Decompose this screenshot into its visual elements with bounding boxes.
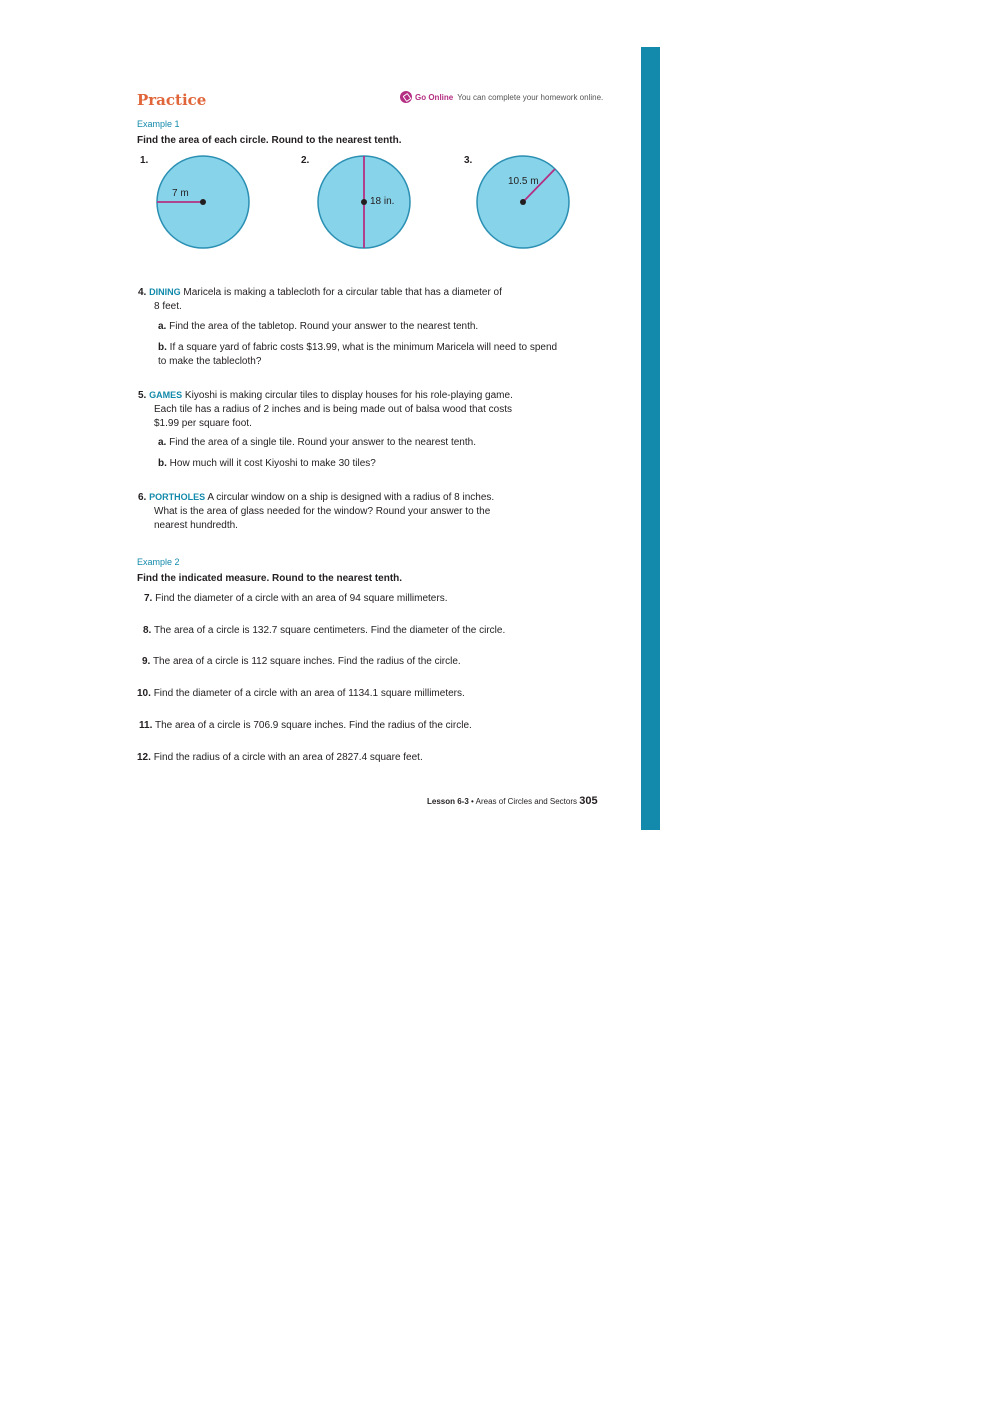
page-title: Practice	[137, 91, 207, 109]
page-number: 305	[579, 795, 598, 807]
problem-5a-text: Find the area of a single tile. Round your answer to the nearest tenth.	[169, 437, 476, 448]
problem-12	[137, 751, 423, 765]
problem-12-text: Find the radius of a circle with an area of 2827.4 square feet.	[153, 752, 423, 763]
problem-4-text-1: Maricela is making a tablecloth for a circular table that has a diameter of	[183, 287, 502, 298]
problem-8-text: The area of a circle is 132.7 square centimeters. Find the diameter of the circle.	[153, 625, 506, 636]
figure-2-label: 18 in.	[370, 196, 395, 207]
problem-6-text-3: nearest hundredth.	[154, 520, 238, 531]
problem-5a-label: a.	[158, 437, 167, 448]
problem-9	[142, 655, 461, 669]
example-1-instruction: Find the area of each circle. Round to the nearest tenth.	[137, 135, 402, 146]
problem-4b-text-2: to spend to make the tablecloth?	[158, 342, 558, 367]
problem-4	[138, 285, 558, 314]
problem-7-text: Find the diameter of a circle with an area of 94 square millimeters.	[155, 593, 448, 604]
problem-10	[137, 687, 465, 701]
problem-7-number: 7.	[144, 593, 153, 604]
go-online-icon	[400, 91, 412, 103]
go-online-banner[interactable]	[400, 91, 603, 103]
footer-bullet: •	[471, 797, 474, 806]
footer-lesson: Lesson 6-3	[427, 797, 469, 806]
circle-figure-1	[157, 156, 249, 248]
problem-6-tag: PORTHOLES	[149, 492, 206, 502]
page-footer	[427, 795, 598, 807]
problem-4a	[158, 320, 478, 334]
problem-5-tag: GAMES	[149, 390, 183, 400]
figure-3-label: 10.5 m	[508, 176, 539, 187]
problem-5-number: 5.	[138, 390, 147, 401]
problem-11-number: 11.	[139, 720, 153, 731]
figure-1-label: 7 m	[172, 188, 189, 199]
problem-5-text-3: $1.99 per square foot.	[154, 418, 252, 429]
problem-5b	[158, 457, 376, 471]
problem-6-text-2: What is the area of glass needed for the window? Round your answer to the	[154, 506, 491, 517]
side-color-bar	[641, 47, 660, 830]
footer-title: Areas of Circles and Sectors	[475, 797, 577, 806]
problem-4-number: 4.	[138, 287, 147, 298]
circle-figure-2	[318, 156, 410, 248]
go-online-text: You can complete your homework online.	[457, 92, 604, 102]
problem-4a-label: a.	[158, 321, 167, 332]
problem-6	[138, 490, 558, 533]
problem-9-text: The area of a circle is 112 square inches. Find the radius of the circle.	[152, 656, 461, 667]
problem-4a-text: Find the area of the tabletop. Round your answer to the nearest tenth.	[169, 321, 479, 332]
example-2-label: Example 2	[137, 557, 180, 567]
problem-4b-text-1: If a square yard of fabric costs $13.99, what is the minimum Maricela will need	[169, 342, 516, 353]
circle-figure-3	[477, 156, 569, 248]
problem-4b-label: b.	[158, 342, 167, 353]
figure-2-number: 2.	[301, 155, 310, 166]
example-2-instruction: Find the indicated measure. Round to the nearest tenth.	[137, 573, 403, 584]
problem-11	[139, 719, 472, 733]
problem-8	[143, 624, 505, 638]
circle-figures	[150, 150, 590, 255]
problem-5b-text: How much will it cost Kiyoshi to make 30 tiles?	[169, 458, 376, 469]
problem-4-text-2: 8 feet.	[154, 301, 182, 312]
problem-10-number: 10.	[137, 688, 151, 699]
problem-11-text: The area of a circle is 706.9 square inches. Find the radius of the circle.	[154, 720, 472, 731]
problem-7	[144, 592, 447, 606]
example-1-label: Example 1	[137, 119, 180, 129]
problem-10-text: Find the diameter of a circle with an area of 1134.1 square millimeters.	[153, 688, 465, 699]
problem-5-text-2: Each tile has a radius of 2 inches and is being made out of balsa wood that costs	[154, 404, 512, 415]
problem-6-text-1: A circular window on a ship is designed with a radius of 8 inches.	[207, 492, 495, 503]
problem-6-number: 6.	[138, 492, 147, 503]
problem-5	[138, 388, 558, 431]
figure-1-number: 1.	[140, 155, 149, 166]
problem-5a	[158, 436, 476, 450]
go-online-label[interactable]: Go Online	[415, 92, 454, 102]
problem-5-text-1: Kiyoshi is making circular tiles to display houses for his role-playing game.	[184, 390, 513, 401]
problem-9-number: 9.	[142, 656, 151, 667]
problem-4b	[158, 341, 558, 369]
figure-3-number: 3.	[464, 155, 473, 166]
problem-5b-label: b.	[158, 458, 167, 469]
problem-8-number: 8.	[143, 625, 152, 636]
problem-4-tag: DINING	[149, 287, 181, 297]
problem-12-number: 12.	[137, 752, 151, 763]
